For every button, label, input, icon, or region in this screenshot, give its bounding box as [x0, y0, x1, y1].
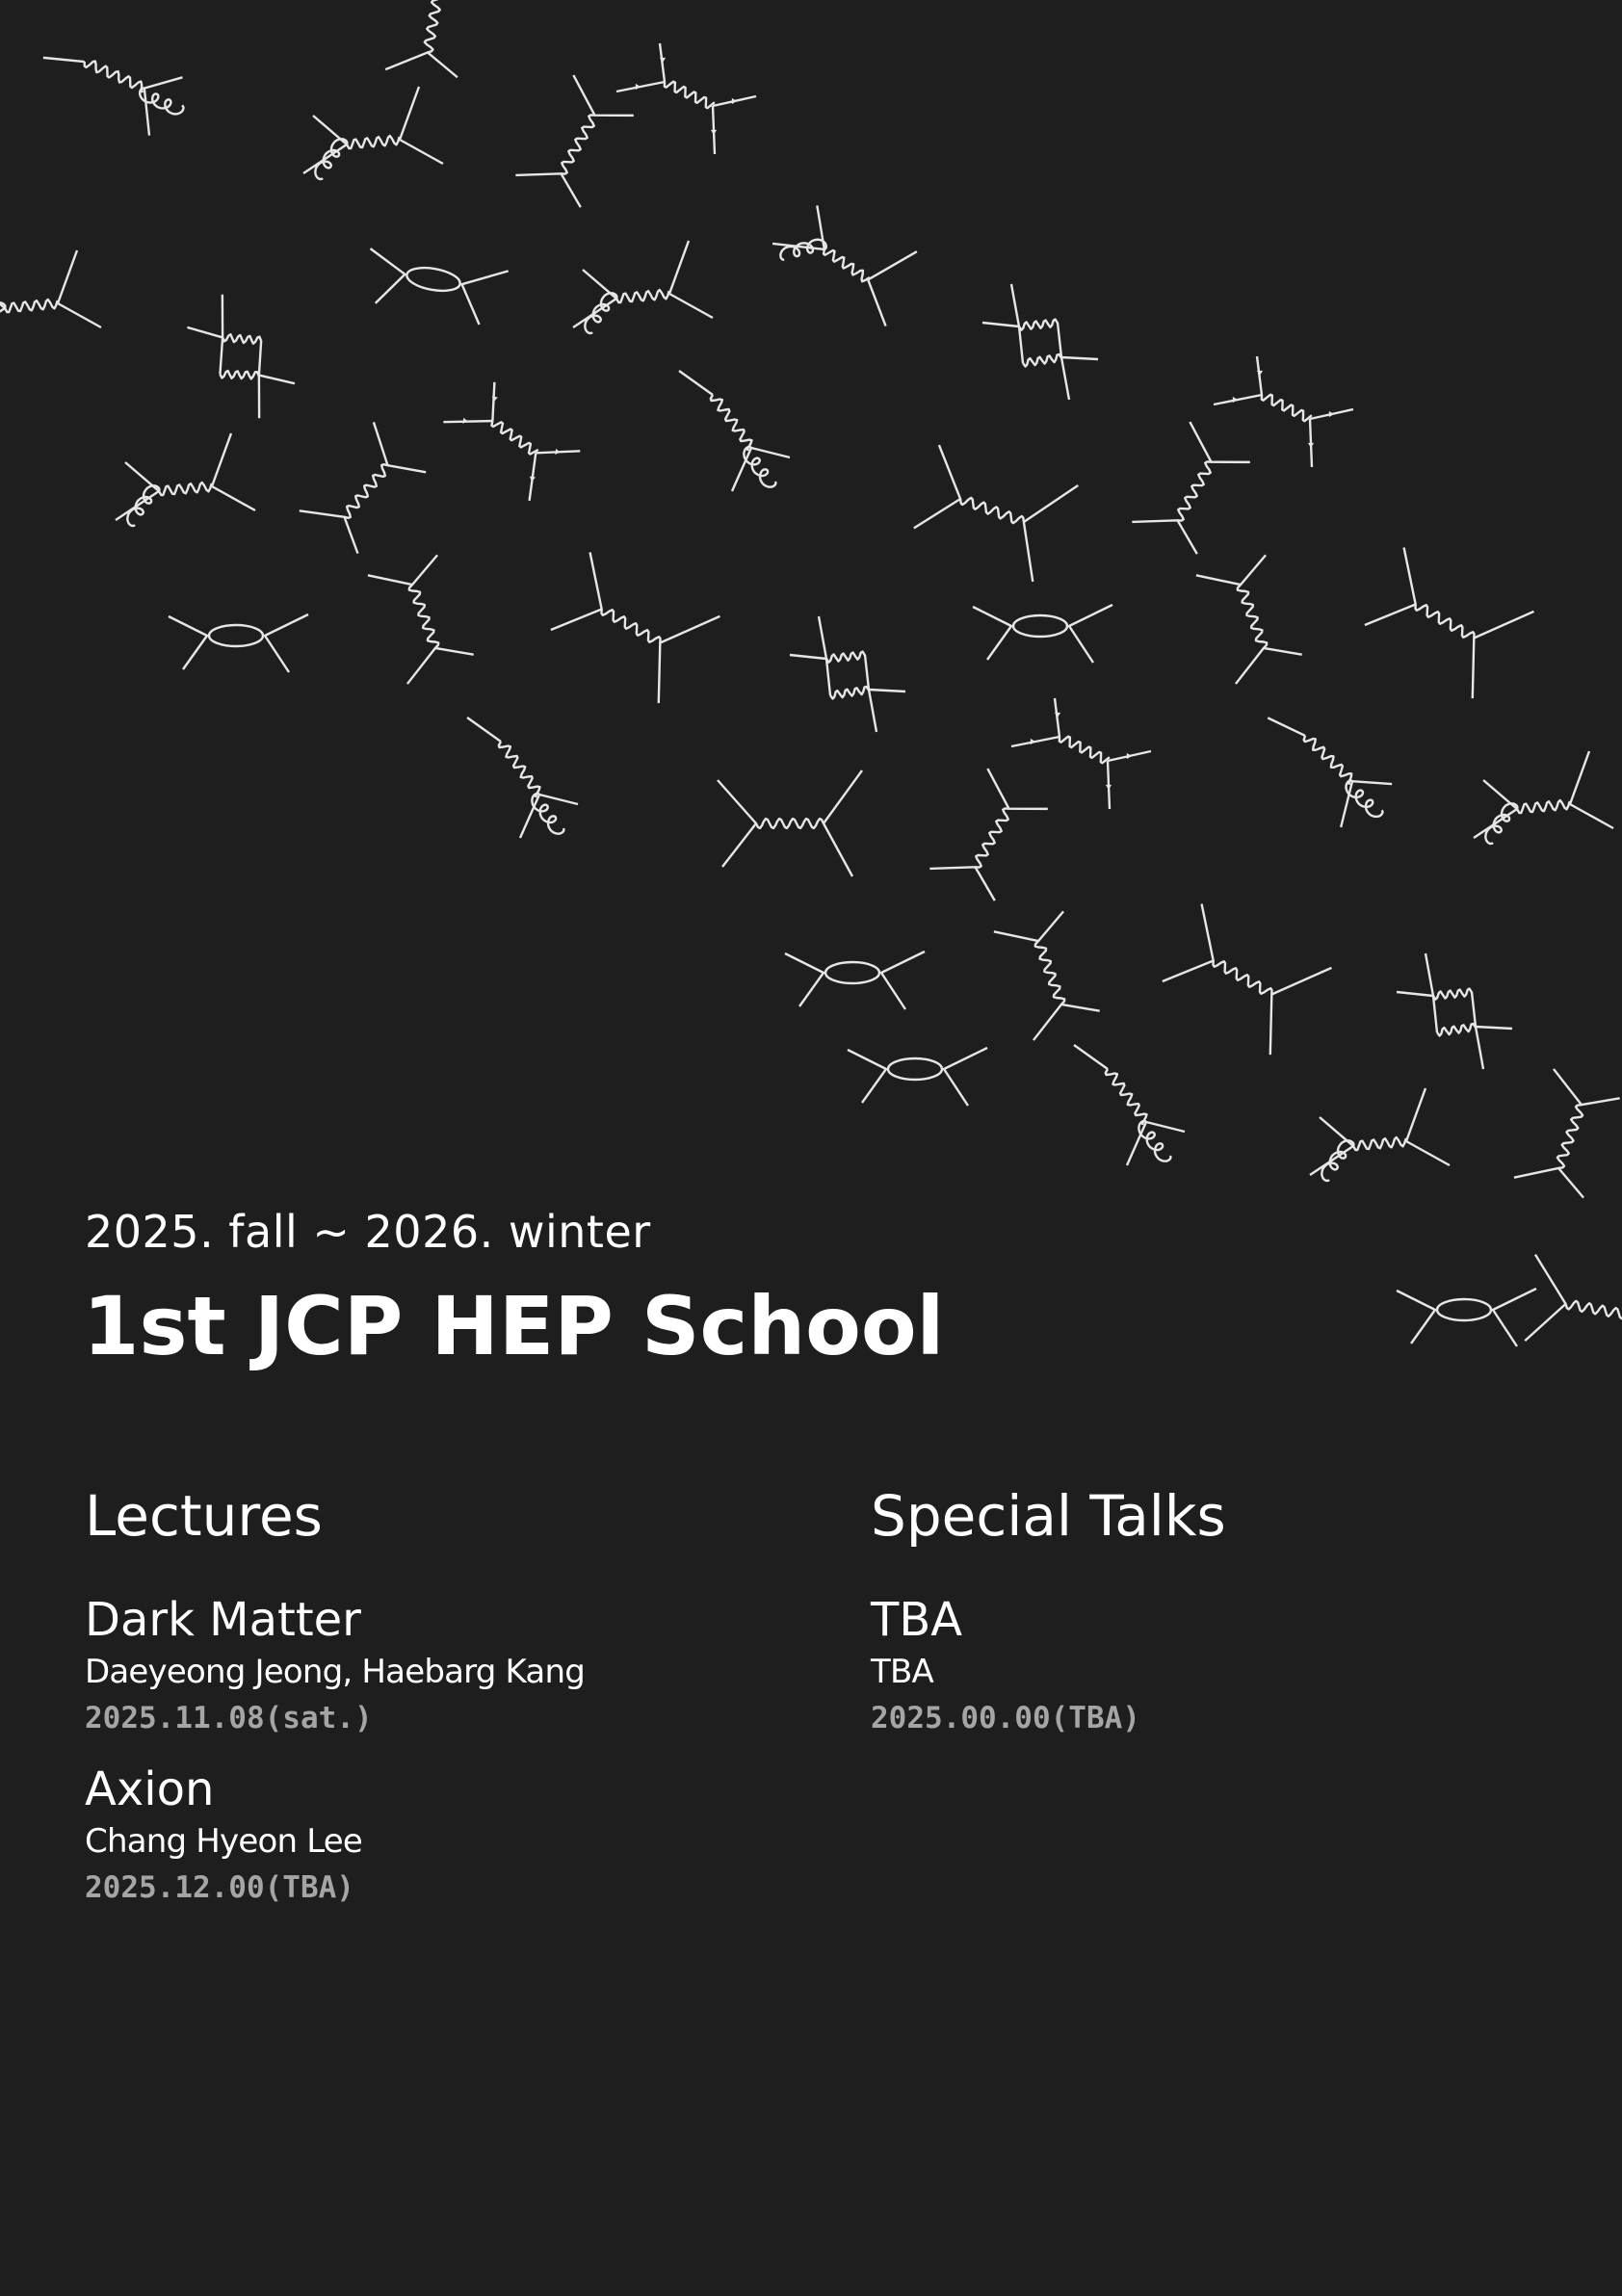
fermion-line	[368, 551, 444, 598]
fermion-line	[982, 284, 1019, 326]
fermion-line	[1514, 1155, 1590, 1202]
fermion-line	[1132, 501, 1206, 558]
event-title: 1st JCP HEP School	[83, 1279, 945, 1373]
loop-bubble	[406, 264, 462, 294]
fermion-line	[1006, 472, 1078, 585]
lecture-date: 2025.11.08(sat.)	[85, 1701, 373, 1735]
fermion-arrow	[1308, 443, 1314, 448]
boson-propagator	[1433, 989, 1472, 1000]
fermion-arrow	[1031, 739, 1035, 744]
fermion-line	[128, 69, 199, 136]
lecture-date: 2025.12.00(TBA)	[85, 1870, 354, 1905]
fermion-line	[1397, 1291, 1435, 1344]
fermion-line	[255, 340, 265, 375]
boson-propagator	[1437, 1024, 1476, 1036]
boson-propagator	[5, 300, 58, 312]
fermion-line	[361, 248, 408, 307]
fermion-arrow	[1329, 411, 1334, 417]
fermion-line	[944, 1048, 987, 1106]
feynman-diagram	[1397, 1289, 1536, 1346]
talk-title: TBA	[871, 1593, 963, 1647]
fermion-line	[826, 659, 830, 695]
boson-propagator	[1353, 1137, 1406, 1150]
fermion-arrow	[1055, 713, 1060, 718]
boson-propagator	[599, 605, 663, 646]
feynman-diagram	[1011, 698, 1151, 809]
talk-date: 2025.00.00(TBA)	[871, 1701, 1140, 1735]
fermion-line	[169, 616, 207, 669]
fermion-line	[400, 87, 443, 164]
lecture-title: Axion	[85, 1762, 215, 1816]
boson-propagator	[616, 290, 669, 302]
feynman-diagram	[173, 289, 307, 423]
boson-propagator	[830, 687, 869, 699]
feynman-diagram	[360, 247, 508, 327]
feynman-diagram	[0, 250, 101, 343]
fermion-line	[217, 337, 227, 374]
fermion-arrow	[1257, 371, 1263, 376]
fermion-line	[929, 848, 1004, 904]
boson-propagator	[499, 742, 540, 797]
fermion-line	[1406, 1088, 1450, 1165]
fermion-line	[1433, 996, 1437, 1032]
boson-propagator	[1303, 729, 1353, 791]
fermion-line	[1545, 1069, 1621, 1116]
talk-item	[871, 1591, 1226, 1741]
fermion-line	[1196, 551, 1272, 598]
fermion-line	[487, 382, 499, 421]
fermion-line	[1257, 356, 1262, 395]
fermion-line	[212, 433, 255, 510]
fermion-line	[1069, 605, 1112, 663]
fermion-arrow	[660, 58, 666, 63]
fermion-line	[976, 769, 1050, 825]
fermion-arrow	[732, 98, 737, 104]
fermion-line	[385, 46, 460, 83]
feynman-diagram	[616, 43, 756, 154]
feynman-diagram	[300, 422, 430, 557]
boson-propagator	[826, 652, 865, 663]
feynman-diagram	[116, 433, 255, 526]
feynman-diagram	[1356, 539, 1534, 703]
fermion-line	[0, 279, 5, 337]
feynman-diagram	[1474, 751, 1613, 844]
boson-propagator	[971, 806, 1012, 870]
boson-propagator	[1236, 583, 1268, 649]
fermion-line	[251, 376, 295, 424]
lecture-speakers: Daeyeong Jeong, Haebarg Kang	[85, 1653, 585, 1691]
feynman-diagram	[785, 952, 925, 1009]
boson-propagator	[1173, 459, 1215, 523]
feynman-diagram	[573, 241, 713, 333]
feynman-diagram	[1519, 1245, 1622, 1374]
feynman-diagram	[515, 75, 636, 211]
loop-bubble	[1013, 615, 1067, 637]
lecture-title: Dark Matter	[85, 1593, 361, 1647]
fermion-line	[1061, 357, 1098, 400]
feynman-diagram	[1074, 1045, 1185, 1165]
fermion-line	[1268, 712, 1305, 742]
fermion-line	[660, 43, 665, 82]
fermion-line	[456, 264, 509, 328]
fermion-line	[1159, 904, 1236, 999]
fermion-arrow	[1106, 785, 1112, 790]
fermion-line	[634, 597, 720, 708]
feynman-diagram	[769, 177, 935, 338]
fermion-line	[1333, 774, 1398, 827]
fermion-line	[1127, 1122, 1185, 1165]
fermion-line	[1019, 326, 1023, 363]
boson-propagator	[423, 0, 444, 53]
fermion-line	[732, 448, 790, 491]
feynman-diagram	[432, 375, 589, 508]
boson-propagator	[341, 462, 392, 520]
loop-bubble	[1437, 1299, 1491, 1320]
special-talks-section	[871, 1481, 1226, 1761]
lectures-section	[85, 1481, 585, 1930]
fermion-line	[265, 614, 308, 672]
fermion-arrow	[711, 130, 717, 135]
loop-bubble	[825, 962, 879, 983]
fermion-line	[909, 445, 975, 539]
fermion-line	[1397, 953, 1433, 996]
fermion-line	[43, 40, 85, 78]
fermion-line	[865, 655, 869, 690]
feynman-diagram	[929, 769, 1050, 904]
feynman-diagram	[718, 770, 862, 876]
feynman-diagram	[1397, 953, 1512, 1069]
boson-propagator	[1565, 1299, 1622, 1320]
feynman-diagram	[973, 605, 1112, 663]
fermion-line	[58, 250, 101, 327]
fermion-line	[1570, 751, 1613, 828]
fermion-line	[718, 780, 756, 867]
boson-propagator	[1211, 956, 1274, 998]
feynman-diagram	[994, 907, 1102, 1040]
feynman-diagram	[1214, 356, 1353, 467]
lecture-speakers: Chang Hyeon Lee	[85, 1822, 363, 1861]
fermion-line	[1361, 548, 1438, 642]
fermion-line	[515, 154, 589, 211]
gluon-line	[585, 293, 616, 333]
feynman-diagram	[848, 1048, 987, 1106]
feynman-diagram	[385, 0, 477, 82]
special-talks-heading: Special Talks	[871, 1483, 1226, 1549]
boson-propagator	[1413, 600, 1477, 641]
fermion-line	[824, 770, 862, 876]
boson-propagator	[488, 421, 542, 456]
event-period: 2025. fall ~ 2026. winter	[85, 1206, 651, 1258]
talk-speakers: TBA	[871, 1653, 933, 1691]
boson-propagator	[756, 819, 824, 828]
fermion-line	[848, 1050, 886, 1103]
lecture-item	[85, 1591, 585, 1741]
fermion-line	[994, 907, 1070, 954]
boson-propagator	[1106, 1069, 1147, 1125]
fermion-line	[790, 616, 826, 659]
fermion-line	[300, 492, 371, 557]
fermion-line	[881, 952, 925, 1009]
feynman-diagram	[169, 614, 308, 672]
boson-propagator	[1262, 395, 1312, 422]
feynman-diagram	[303, 87, 443, 179]
fermion-line	[1245, 949, 1332, 1059]
fermion-arrow	[1127, 753, 1132, 759]
fermion-line	[562, 75, 636, 132]
fermion-line	[669, 241, 713, 318]
fermion-line	[1074, 1045, 1108, 1069]
fermion-arrow	[636, 84, 641, 90]
feynman-diagram	[1132, 422, 1252, 558]
feynman-diagram	[1196, 551, 1304, 684]
boson-propagator	[407, 583, 439, 649]
feynman-diagram	[368, 551, 476, 684]
fermion-line	[679, 371, 713, 395]
fermion-line	[1058, 323, 1061, 357]
lecture-item	[85, 1761, 585, 1911]
boson-propagator	[347, 136, 400, 148]
boson-propagator	[1554, 1103, 1585, 1169]
boson-propagator	[1019, 320, 1058, 330]
feynman-diagram	[1154, 896, 1332, 1059]
feynman-diagram	[467, 718, 578, 838]
feynman-diagram	[1268, 698, 1398, 836]
fermion-line	[785, 953, 824, 1006]
fermion-line	[1178, 422, 1252, 479]
fermion-line	[1476, 1027, 1512, 1069]
feynman-diagram	[982, 284, 1098, 400]
boson-propagator	[220, 366, 260, 384]
feynman-diagram	[790, 616, 905, 732]
fermion-line	[1520, 1255, 1573, 1347]
boson-propagator	[665, 82, 715, 109]
loop-bubble	[209, 625, 263, 646]
feynman-diagram	[542, 544, 720, 708]
fermion-line	[1472, 992, 1476, 1027]
fermion-line	[852, 239, 935, 326]
boson-propagator	[557, 113, 598, 176]
feynman-diagram	[43, 2, 199, 162]
fermion-line	[973, 607, 1011, 660]
boson-propagator	[1060, 737, 1110, 764]
gluon-line	[315, 139, 347, 179]
fermion-line	[520, 795, 578, 838]
loop-bubble	[888, 1058, 942, 1080]
feynman-diagram	[1310, 1088, 1450, 1181]
lectures-heading: Lectures	[85, 1483, 323, 1549]
gluon-line	[1321, 1140, 1353, 1181]
fermion-line	[869, 690, 905, 732]
fermion-line	[443, 412, 492, 430]
feynman-diagram	[1514, 1069, 1622, 1202]
fermion-arrow	[1233, 397, 1238, 403]
boson-propagator	[1023, 354, 1061, 367]
fermion-line	[187, 289, 230, 337]
boson-propagator	[83, 42, 146, 111]
boson-propagator	[711, 395, 752, 451]
fermion-line	[1055, 698, 1060, 737]
fermion-line	[358, 422, 430, 486]
fermion-line	[1448, 592, 1534, 703]
feynman-diagram	[906, 436, 1079, 586]
fermion-line	[547, 553, 624, 647]
feynman-diagram	[679, 371, 790, 491]
gluon-line	[127, 485, 159, 526]
fermion-line	[467, 718, 501, 742]
boson-propagator	[159, 483, 212, 495]
gluon-line	[1485, 803, 1517, 844]
boson-propagator	[1033, 939, 1065, 1005]
boson-propagator	[822, 243, 870, 286]
boson-propagator	[222, 330, 261, 348]
boson-propagator	[1517, 800, 1570, 813]
boson-propagator	[958, 494, 1025, 526]
